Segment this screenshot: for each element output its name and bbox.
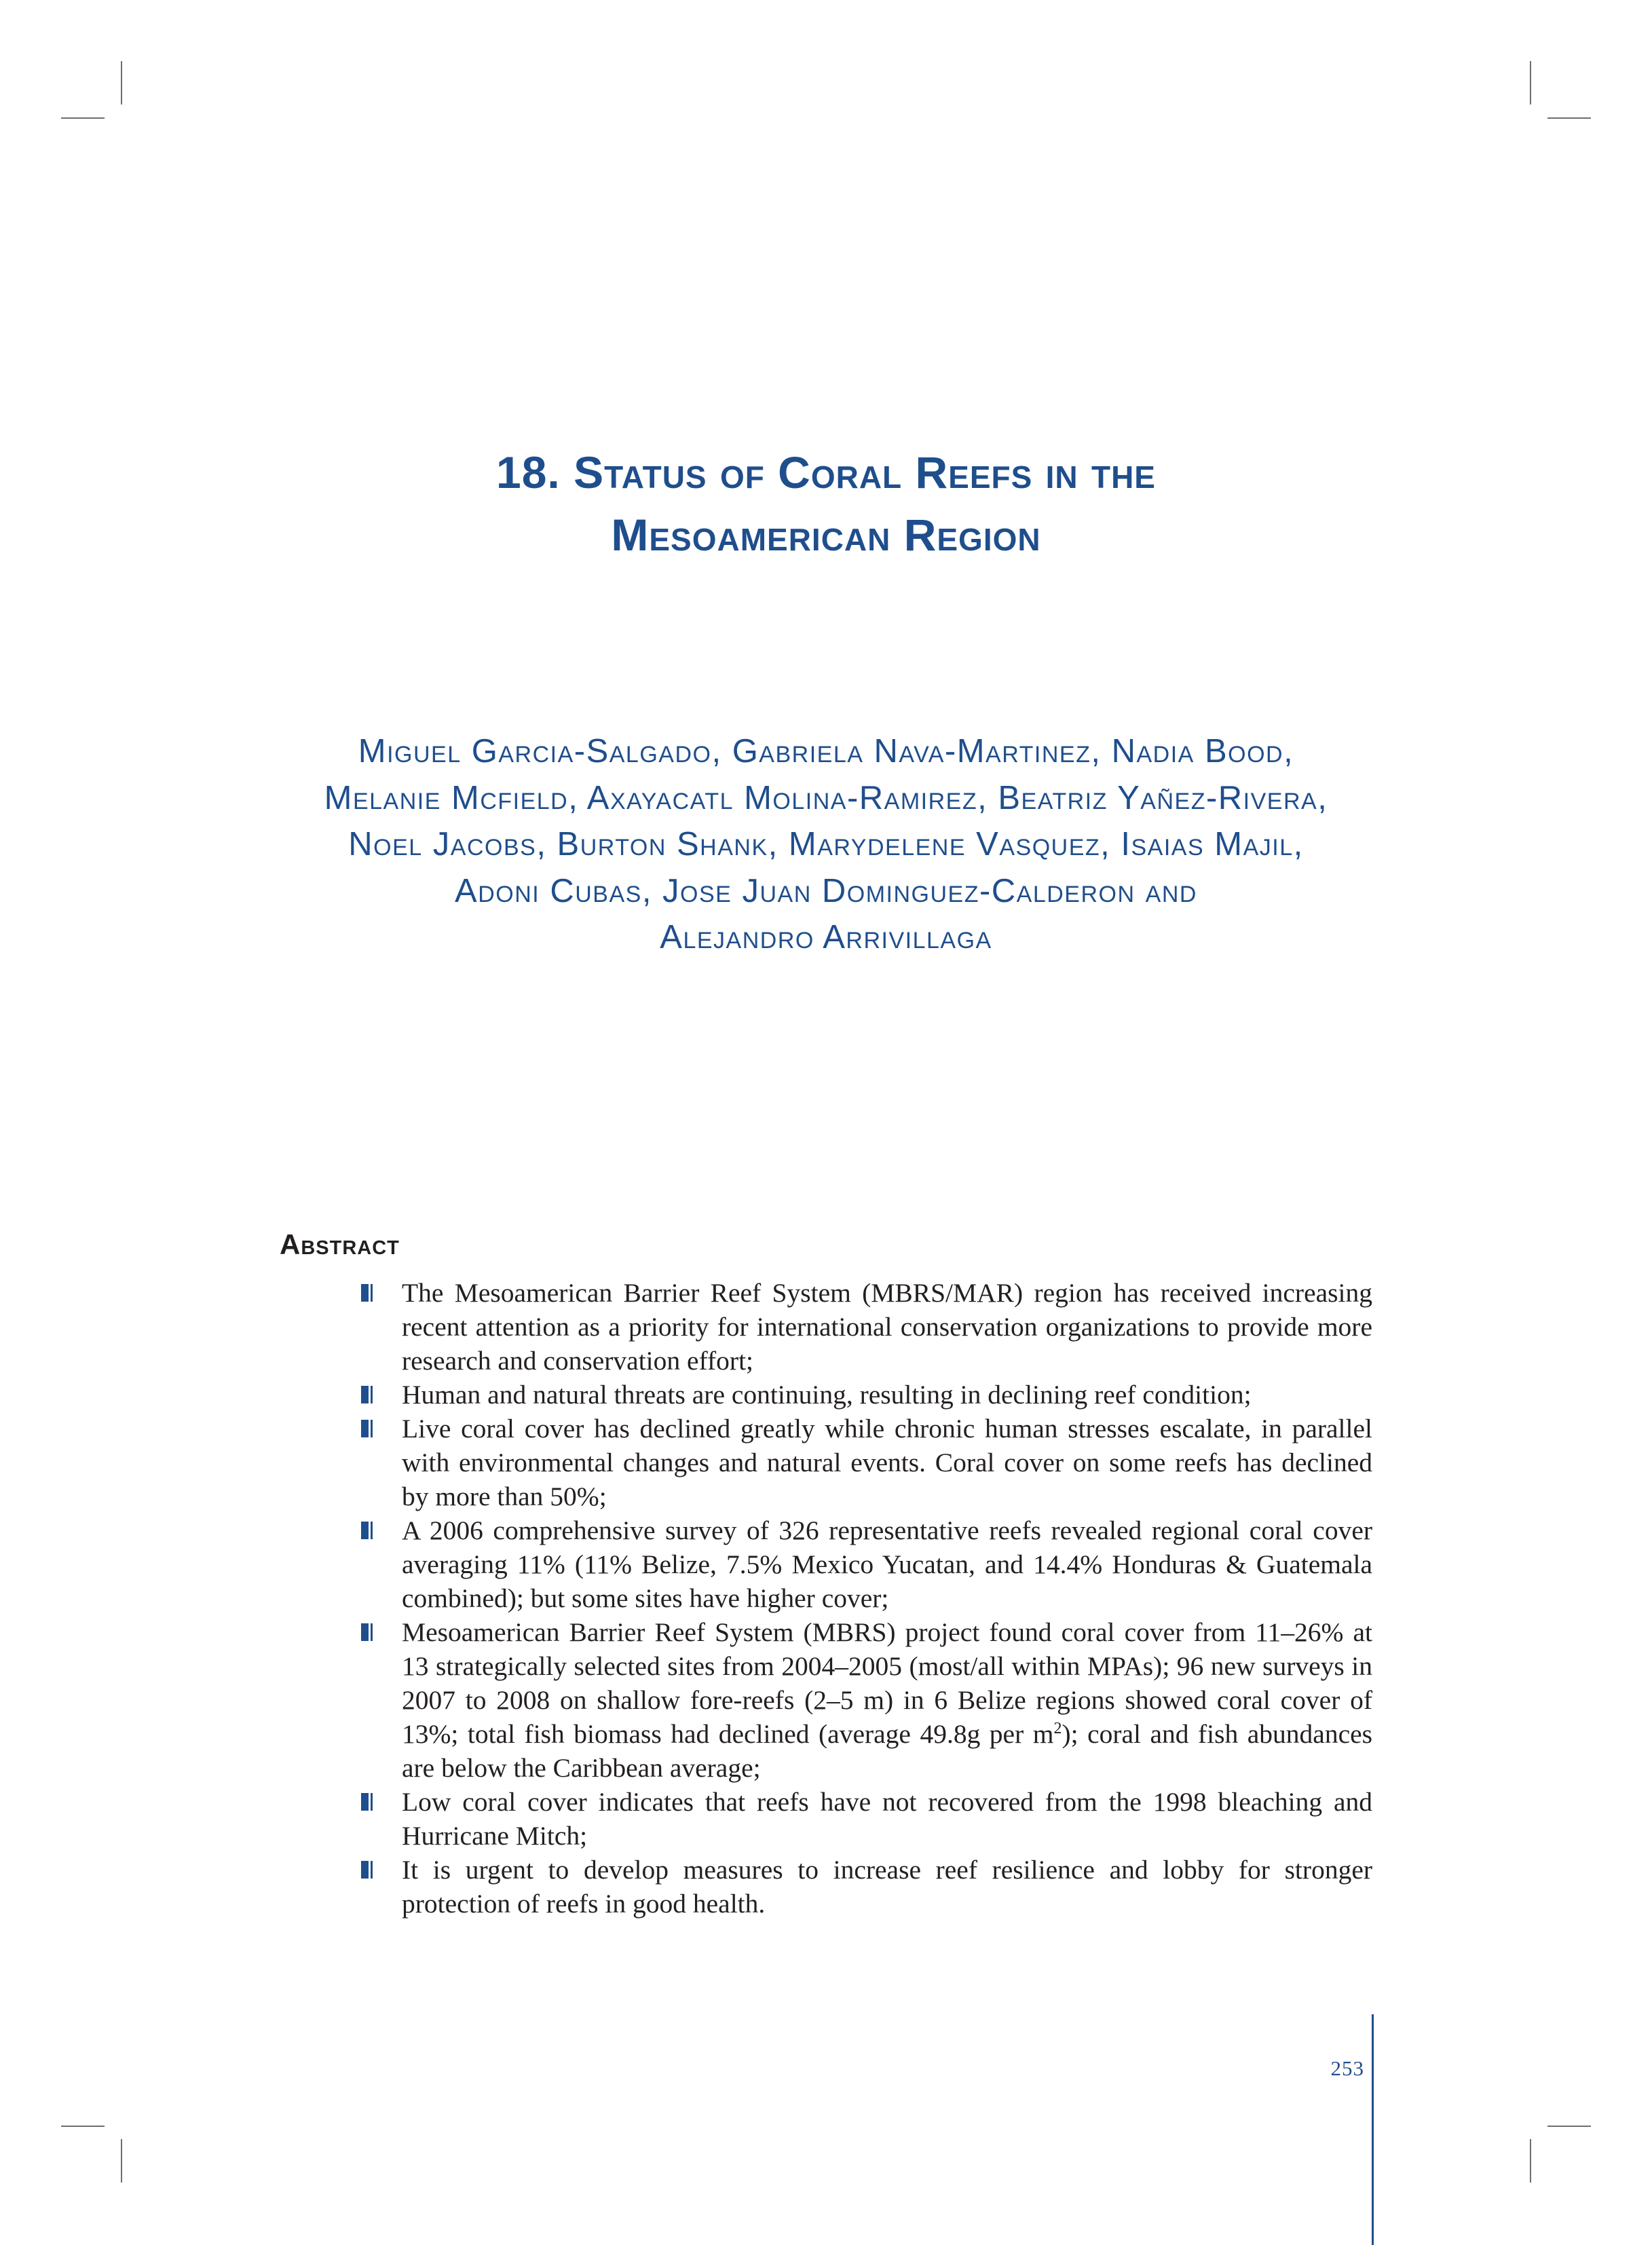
abstract-bullet-text: A 2006 comprehensive survey of 326 representative reefs revealed regional coral cover averaging 11% (11% Belize, 7.5% Mexico Yucatan, and 14.4% Honduras & Guatemala combined); but some sites have higher cover; [402,1515,1372,1613]
chapter-title-line: Mesoamerican Region [611,510,1041,560]
crop-mark-bottom-right-horizontal [1547,2126,1591,2127]
crop-mark-top-left-vertical [121,61,122,105]
abstract-bullet-item [361,1276,1372,1378]
abstract-heading: Abstract [280,1228,400,1260]
author-line: Miguel Garcia-Salgado, Gabriela Nava-Martinez, Nadia Bood, [358,733,1294,770]
crop-mark-top-right-horizontal [1547,117,1591,119]
abstract-bullet-item [361,1412,1372,1513]
abstract-bullet-item [361,1785,1372,1853]
author-line: Adoni Cubas, Jose Juan Dominguez-Calderon and [455,872,1197,909]
crop-mark-top-left-horizontal [61,117,105,119]
abstract-bullet-item [361,1378,1372,1412]
author-line: Noel Jacobs, Burton Shank, Marydelene Vasquez, Isaias Majil, [348,826,1304,863]
abstract-bullet-item [361,1853,1372,1921]
bullet-icon [361,1420,373,1437]
abstract-bullet-text: It is urgent to develop measures to increase reef resilience and lobby for stronger protection of reefs in good health. [402,1855,1372,1919]
chapter-title-line: 18. Status of Coral Reefs in the [496,447,1156,497]
author-list [0,728,1652,961]
abstract-bullet-text: The Mesoamerican Barrier Reef System (MBRS/MAR) region has received increasing recent attention as a priority for international conservation organizations to provide more research and conservation effort; [402,1278,1372,1376]
abstract-bullet-text: Live coral cover has declined greatly while chronic human stresses escalate, in parallel with environmental changes and natural events. Coral cover on some reefs has declined by more than 50%; [402,1414,1372,1511]
chapter-title [0,441,1652,566]
author-line: Alejandro Arrivillaga [660,919,992,956]
abstract-bullet-list [361,1276,1372,1921]
author-line: Melanie Mcfield, Axayacatl Molina-Ramirez, Beatriz Yañez-Rivera, [324,779,1328,816]
abstract-bullet-text: Human and natural threats are continuing, resulting in declining reef condition; [402,1380,1252,1410]
bullet-icon [361,1284,373,1302]
page-number: 253 [1330,2056,1364,2080]
superscript-exponent: 2 [1053,1719,1062,1737]
crop-mark-bottom-left-vertical [121,2139,122,2183]
bullet-icon [361,1522,373,1539]
abstract-bullet-text-part: ); coral and fish abundances are below the Caribbean average; [402,1719,1373,1783]
crop-mark-top-right-vertical [1530,61,1531,105]
crop-mark-bottom-left-horizontal [61,2126,105,2127]
page-rule-divider [1372,2014,1374,2245]
abstract-bullet-item [361,1615,1372,1785]
abstract-bullet-text [402,1617,1372,1783]
abstract-bullet-text-part: Mesoamerican Barrier Reef System (MBRS) project found coral cover from 11–26% at 13 strategically selected sites from 2004–2005 (most/all within MPAs); 96 new surveys in 2007 to 2008 on shallow fore-reefs (2–5 m) in 6 Belize regions showed coral cover of 13%; total fish biomass had declined (average 49.8g per m [402,1617,1372,1749]
bullet-icon [361,1623,373,1641]
abstract-bullet-text: Low coral cover indicates that reefs have not recovered from the 1998 bleaching and Hurricane Mitch; [402,1787,1372,1851]
bullet-icon [361,1861,373,1879]
abstract-bullet-item [361,1513,1372,1615]
bullet-icon [361,1386,373,1403]
crop-mark-bottom-right-vertical [1530,2139,1531,2183]
bullet-icon [361,1793,373,1811]
